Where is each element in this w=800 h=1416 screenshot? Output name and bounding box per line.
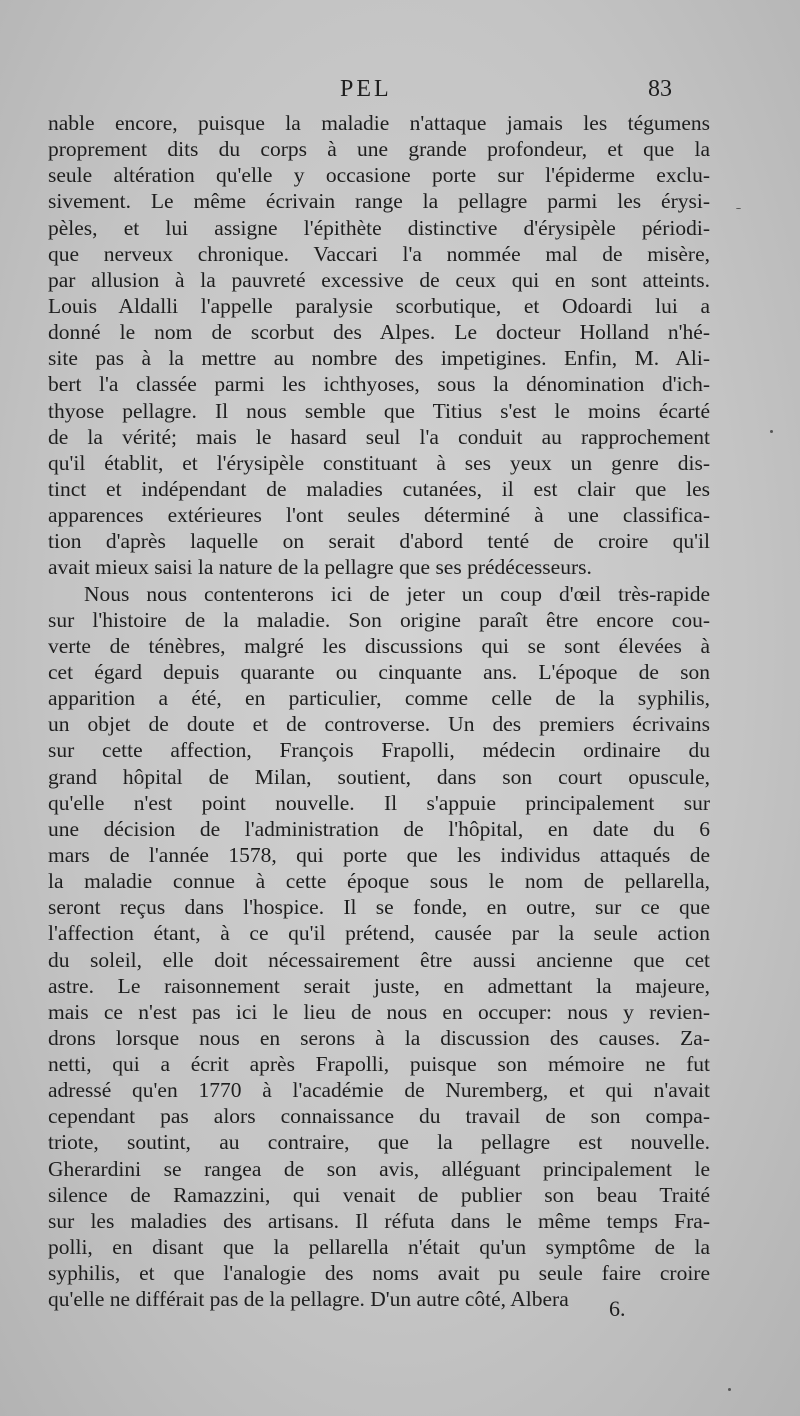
text-line: bert l'a classée parmi les ichthyoses, sous la dénomination d'ich- — [48, 372, 710, 397]
text-line: polli, en disant que la pellarella n'était qu'un symptôme de la — [48, 1235, 710, 1260]
text-line: apparition a été, en particulier, comme celle de la syphilis, — [48, 686, 710, 711]
text-line: site pas à la mettre au nombre des impetigines. Enfin, M. Ali- — [48, 346, 710, 371]
running-title: PEL — [340, 76, 392, 102]
text-line: Nous nous contenterons ici de jeter un coup d'œil très-rapide — [84, 581, 710, 606]
text-line: pèles, et lui assigne l'épithète distinctive d'érysipèle périodi- — [48, 215, 710, 240]
text-line: tinct et indépendant de maladies cutanées, il est clair que les — [48, 476, 710, 501]
text-line: proprement dits du corps à une grande profondeur, et que la — [48, 137, 710, 162]
text-line: triote, soutint, au contraire, que la pellagre est nouvelle. — [48, 1130, 710, 1155]
text-line: syphilis, et que l'analogie des noms avait pu seule faire croire — [48, 1261, 710, 1286]
text-line: sivement. Le même écrivain range la pellagre parmi les érysi- — [48, 189, 710, 214]
text-line: qu'il établit, et l'érysipèle constituant à ses yeux un genre dis- — [48, 450, 710, 475]
ink-speck — [770, 430, 773, 433]
ink-speck — [736, 208, 741, 209]
text-line: avait mieux saisi la nature de la pellagre que ses prédécesseurs. — [48, 555, 592, 580]
text-line: mars de l'année 1578, qui porte que les individus attaqués de — [48, 842, 710, 867]
text-line: sur l'histoire de la maladie. Son origine paraît être encore cou- — [48, 607, 710, 632]
text-line: cependant pas alors connaissance du travail de son compa- — [48, 1104, 710, 1129]
text-line: nable encore, puisque la maladie n'attaque jamais les tégumens — [48, 111, 710, 135]
text-line: tion d'après laquelle on serait d'abord tenté de croire qu'il — [48, 529, 710, 554]
page-number: 83 — [648, 76, 672, 102]
text-line: seront reçus dans l'hospice. Il se fonde, en outre, sur ce que — [48, 895, 710, 920]
text-line: que nerveux chronique. Vaccari l'a nommée mal de misère, — [48, 241, 710, 266]
text-line: apparences extérieures l'ont seules déterminé à une classifica- — [48, 503, 710, 528]
text-line: de la vérité; mais le hasard seul l'a conduit au rapprochement — [48, 424, 710, 449]
text-line: Louis Aldalli l'appelle paralysie scorbutique, et Odoardi lui a — [48, 293, 710, 318]
text-line: qu'elle n'est point nouvelle. Il s'appuie principalement sur — [48, 790, 710, 815]
text-line: une décision de l'administration de l'hôpital, en date du 6 — [48, 816, 710, 841]
text-line: sur les maladies des artisans. Il réfuta dans le même temps Fra- — [48, 1208, 710, 1233]
ink-speck — [728, 1388, 731, 1391]
text-line: un objet de doute et de controverse. Un des premiers écrivains — [48, 712, 710, 737]
text-line: cet égard depuis quarante ou cinquante ans. L'époque de son — [48, 659, 710, 684]
text-line: du soleil, elle doit nécessairement être aussi ancienne que cet — [48, 947, 710, 972]
text-line: astre. Le raisonnement serait juste, en admettant la majeure, — [48, 973, 710, 998]
text-line: Gherardini se rangea de son avis, alléguant principalement le — [48, 1156, 710, 1181]
text-line: seule altération qu'elle y occasione porte sur l'épiderme exclu- — [48, 163, 710, 188]
text-line: drons lorsque nous en serons à la discussion des causes. Za- — [48, 1025, 710, 1050]
text-line: mais ce n'est pas ici le lieu de nous en occuper: nous y revien- — [48, 999, 710, 1024]
text-line: la maladie connue à cette époque sous le nom de pellarella, — [48, 869, 710, 894]
signature-mark: 6. — [609, 1296, 626, 1321]
text-line: par allusion à la pauvreté excessive de ceux qui en sont atteints. — [48, 267, 710, 292]
text-line: qu'elle ne différait pas de la pellagre. D'un autre côté, Albera — [48, 1287, 569, 1312]
text-line: sur cette affection, François Frapolli, médecin ordinaire du — [48, 738, 710, 763]
text-line: l'affection étant, à ce qu'il prétend, causée par la seule action — [48, 921, 710, 946]
text-line: donné le nom de scorbut des Alpes. Le docteur Holland n'hé- — [48, 320, 710, 345]
text-line: verte de ténèbres, malgré les discussions qui se sont élevées à — [48, 633, 710, 658]
text-line: grand hôpital de Milan, soutient, dans son court opuscule, — [48, 764, 710, 789]
text-line: silence de Ramazzini, qui venait de publier son beau Traité — [48, 1182, 710, 1207]
text-line: adressé qu'en 1770 à l'académie de Nuremberg, et qui n'avait — [48, 1078, 710, 1103]
running-head — [0, 76, 800, 108]
text-line: netti, qui a écrit après Frapolli, puisque son mémoire ne fut — [48, 1052, 710, 1077]
body-text — [48, 110, 710, 1312]
text-line: thyose pellagre. Il nous semble que Titius s'est le moins écarté — [48, 398, 710, 423]
